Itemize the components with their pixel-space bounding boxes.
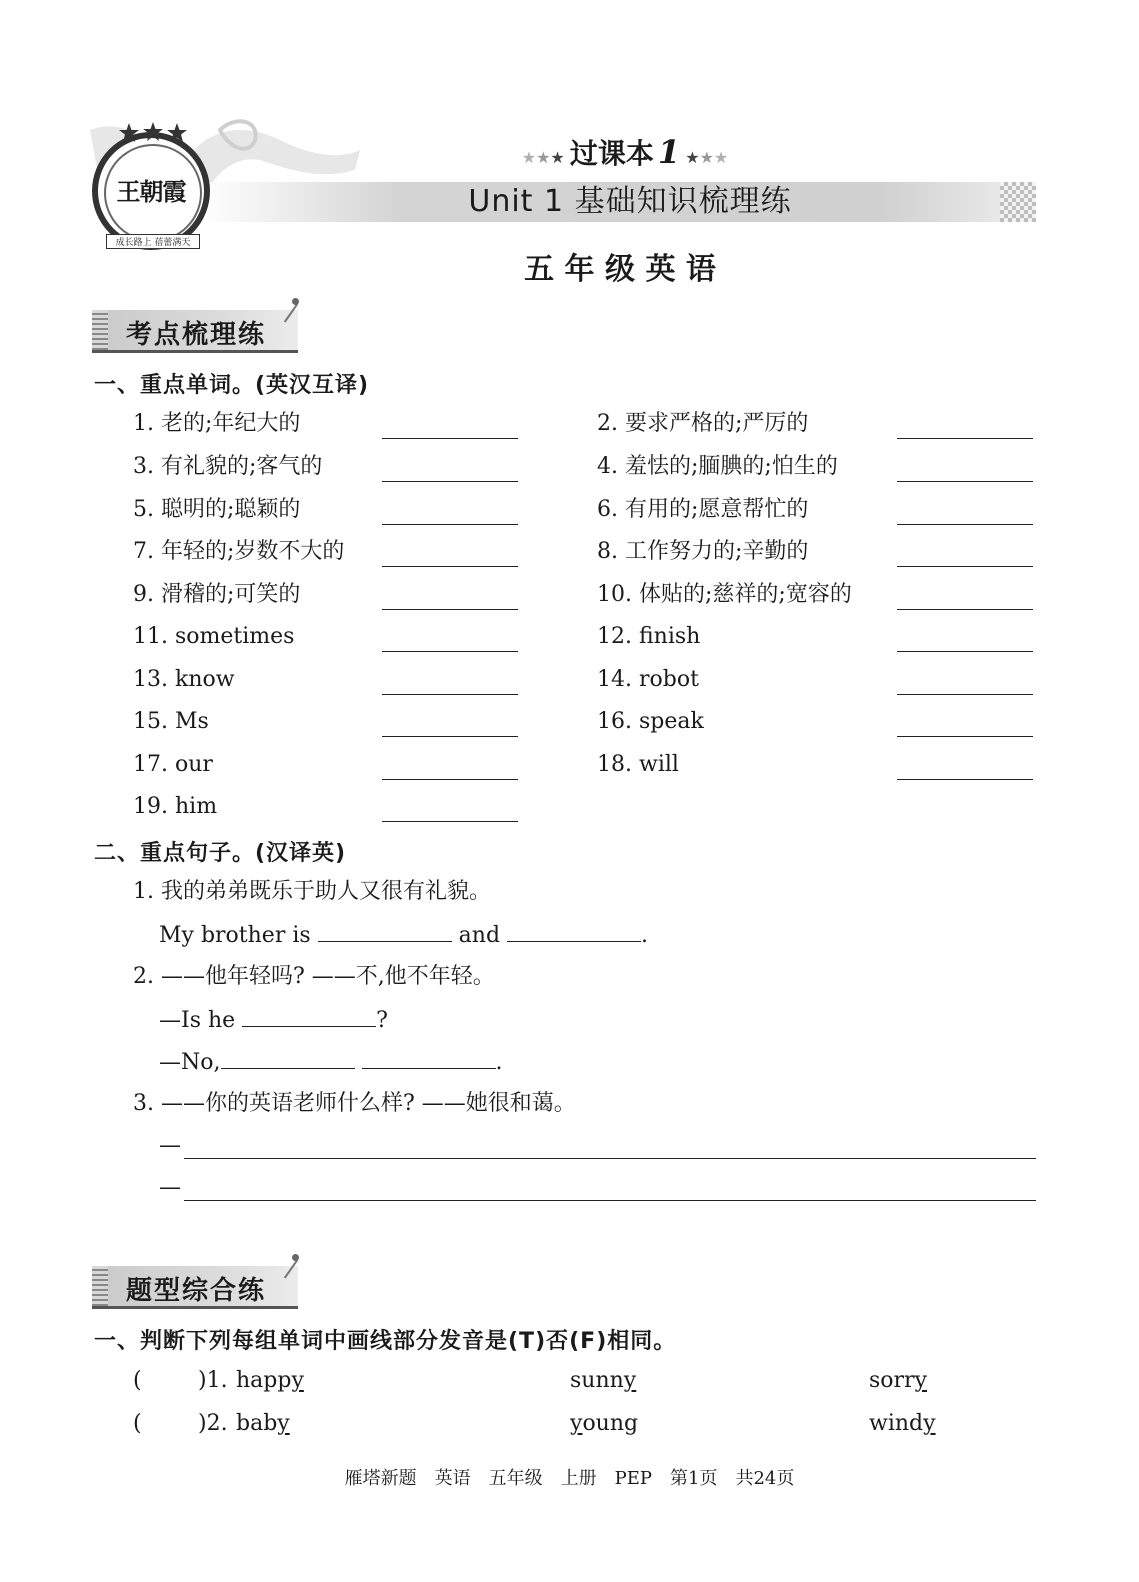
list-item [597, 581, 852, 609]
list-item [597, 496, 808, 524]
answer-blank[interactable] [897, 438, 1033, 439]
answer-blank[interactable] [897, 736, 1033, 737]
series-number: 1 [657, 133, 681, 171]
word: sorry [869, 1368, 928, 1393]
answer-blank[interactable] [382, 779, 518, 780]
section-tab-label: 考点梳理练 [126, 320, 267, 350]
item-number: 11. [133, 624, 168, 649]
sentence-answer-line [159, 1006, 388, 1035]
item-number: 1. [133, 411, 154, 436]
item-number: 19. [133, 794, 168, 819]
list-item [133, 538, 344, 566]
row-number: )1. [198, 1368, 228, 1393]
item-text: 老的;年纪大的 [161, 411, 301, 436]
item-number: 12. [597, 624, 632, 649]
answer-blank[interactable] [221, 1048, 355, 1069]
item-text: 滑稽的;可笑的 [161, 582, 301, 607]
sentence-text: My brother is [159, 923, 311, 948]
section-tab-tixing [92, 1266, 300, 1310]
item-text: him [175, 794, 218, 819]
list-item [133, 581, 300, 609]
item-text: know [175, 667, 235, 692]
list-item [133, 623, 294, 651]
item-number: 6. [597, 497, 618, 522]
item-number: 13. [133, 667, 168, 692]
answer-blank[interactable] [897, 694, 1033, 695]
item-text: 有用的;愿意帮忙的 [625, 497, 809, 522]
item-number: 14. [597, 667, 632, 692]
answer-blank[interactable] [382, 438, 518, 439]
header [0, 0, 1139, 300]
pronunciation-heading: 一、判断下列每组单词中画线部分发音是(T)否(F)相同。 [94, 1329, 677, 1354]
star-icon [118, 122, 188, 144]
list-item [133, 410, 300, 438]
answer-blank[interactable] [382, 609, 518, 610]
answer-blank[interactable] [897, 524, 1033, 525]
answer-blank[interactable] [897, 481, 1033, 482]
list-item [133, 496, 300, 524]
item-text: our [175, 752, 213, 777]
list-item [597, 453, 838, 481]
star-icon: ★ [521, 148, 537, 167]
star-icon: ★ [536, 148, 551, 167]
sentence-answer-line [159, 1048, 503, 1077]
item-text: robot [639, 667, 699, 692]
answer-blank[interactable] [897, 566, 1033, 567]
answer-blank[interactable] [382, 481, 518, 482]
item-number: 8. [597, 539, 618, 564]
list-item [133, 666, 235, 694]
list-item [597, 708, 704, 736]
tab-stripes [92, 310, 108, 350]
part2-heading: 二、重点句子。(汉译英) [94, 841, 347, 866]
sentence-prompt: 2. ——他年轻吗? ——不,他不年轻。 [133, 964, 495, 989]
word: happy [236, 1368, 304, 1393]
answer-blank[interactable] [382, 566, 518, 567]
item-number: 16. [597, 709, 632, 734]
sentence-text: —No, [159, 1050, 221, 1075]
sentence-text: ? [376, 1008, 388, 1033]
item-number: 2. [597, 411, 618, 436]
item-number: 7. [133, 539, 154, 564]
item-number: 18. [597, 752, 632, 777]
answer-blank[interactable] [897, 651, 1033, 652]
logo-tagline: 成长路上 蓓蕾满天 [106, 234, 200, 249]
sentence-text: —Is he [159, 1008, 236, 1033]
page-subtitle: 五 年 级 英 语 [524, 252, 716, 287]
item-number: 17. [133, 752, 168, 777]
answer-box[interactable] [150, 1367, 198, 1395]
section-tab-label: 题型综合练 [126, 1276, 267, 1306]
item-text: 工作努力的;辛勤的 [625, 539, 809, 564]
item-text: Ms [175, 709, 209, 734]
section-tab-kaodian [92, 310, 300, 354]
answer-blank[interactable] [507, 921, 641, 942]
answer-blank[interactable] [242, 1006, 376, 1027]
answer-line[interactable] [184, 1200, 1036, 1201]
tab-stripes [92, 1266, 108, 1306]
star-icon: ★ [699, 148, 714, 167]
part1-heading: 一、重点单词。(英汉互译) [94, 373, 370, 398]
brand-logo [92, 132, 210, 250]
paren-open: ( [133, 1411, 142, 1436]
item-text: will [639, 752, 679, 777]
page-title: Unit 1 基础知识梳理练 [468, 184, 792, 219]
item-text: speak [639, 709, 704, 734]
page-footer: 雁塔新题 英语 五年级 上册 PEP 第1页 共24页 [344, 1468, 795, 1489]
sentence-prompt: 3. ——你的英语老师什么样? ——她很和蔼。 [133, 1091, 576, 1116]
sentence-prompt: 1. 我的弟弟既乐于助人又很有礼貌。 [133, 879, 491, 904]
list-item [597, 410, 808, 438]
word: sunny [570, 1368, 637, 1393]
word: windy [869, 1411, 936, 1436]
star-icon: ★ [713, 148, 729, 167]
sentence-text: . [641, 923, 649, 948]
item-number: 9. [133, 582, 154, 607]
answer-blank[interactable] [382, 524, 518, 525]
answer-box[interactable] [150, 1410, 198, 1438]
answer-line[interactable] [184, 1158, 1036, 1159]
item-text: 要求严格的;严厉的 [625, 411, 809, 436]
answer-blank[interactable] [382, 694, 518, 695]
item-text: 聪明的;聪颖的 [161, 497, 301, 522]
series-label [500, 132, 750, 172]
word: baby [236, 1411, 290, 1436]
item-number: 15. [133, 709, 168, 734]
answer-blank[interactable] [382, 736, 518, 737]
answer-blank[interactable] [382, 651, 518, 652]
sentence-answer-line [159, 921, 648, 950]
answer-blank[interactable] [897, 609, 1033, 610]
answer-blank[interactable] [318, 921, 452, 942]
item-text: 有礼貌的;客气的 [161, 454, 323, 479]
item-text: sometimes [175, 624, 295, 649]
banner-checker [1000, 182, 1036, 222]
star-icon: ★ [550, 148, 565, 167]
list-item [597, 623, 700, 651]
item-text: 羞怯的;腼腆的;怕生的 [625, 454, 838, 479]
sentence-text: and [458, 923, 501, 948]
list-item [133, 793, 217, 821]
list-item [133, 453, 322, 481]
dash-mark: — [159, 1133, 181, 1158]
row-number: )2. [198, 1411, 228, 1436]
item-text: 体贴的;慈祥的;宽容的 [639, 582, 852, 607]
item-number: 4. [597, 454, 618, 479]
list-item [597, 538, 808, 566]
series-label-text: 过课本 [569, 137, 654, 170]
sentence-text: . [495, 1050, 503, 1075]
list-item [133, 708, 209, 736]
answer-blank[interactable] [382, 821, 518, 822]
list-item [133, 751, 213, 779]
list-item [597, 751, 679, 779]
item-text: finish [639, 624, 701, 649]
dash-mark: — [159, 1175, 181, 1200]
paren-open: ( [133, 1368, 142, 1393]
item-number: 10. [597, 582, 632, 607]
word: young [570, 1411, 639, 1436]
answer-blank[interactable] [897, 779, 1033, 780]
item-number: 5. [133, 497, 154, 522]
item-number: 3. [133, 454, 154, 479]
list-item [597, 666, 699, 694]
item-text: 年轻的;岁数不大的 [161, 539, 345, 564]
answer-blank[interactable] [362, 1048, 496, 1069]
logo-title: 王朝霞 [116, 177, 186, 206]
star-icon: ★ [685, 148, 700, 167]
